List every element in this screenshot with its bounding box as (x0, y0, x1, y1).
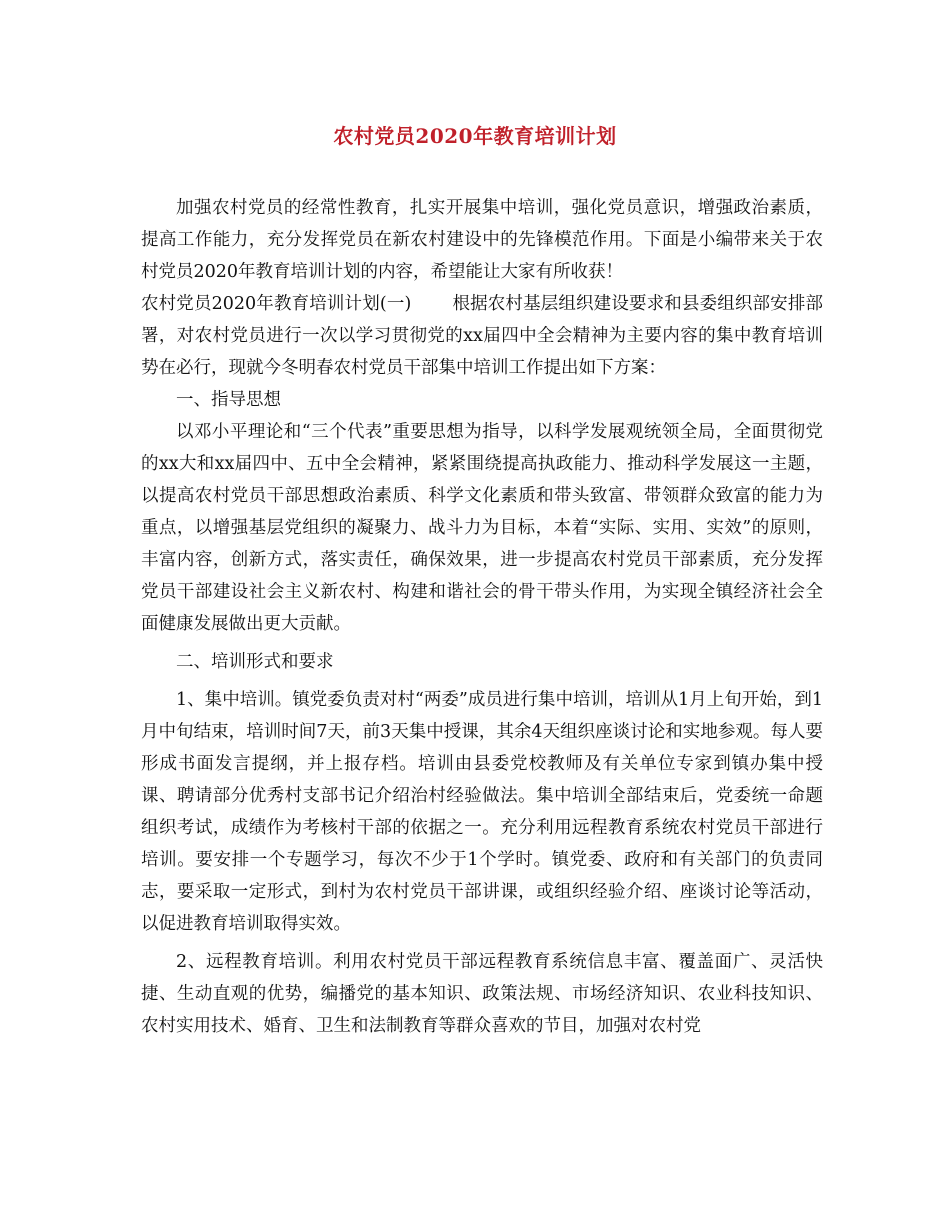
guiding-ideology-paragraph: 以邓小平理论和“三个代表”重要思想为指导，以科学发展观统领全局，全面贯彻党的xx大和xx届四中、五中全会精神，紧紧围绕提高执政能力、推动科学发展这一主题，以提高农村党员干部思想政治素质、科学文化素质和带头致富、带领群众致富的能力为重点，以增强基层党组织的凝聚力、战斗力为目标，本着“实际、实用、实效”的原则，丰富内容，创新方式，落实责任，确保效果，进一步提高农村党员干部素质，充分发挥党员干部建设社会主义新农村、构建和谐社会的骨干带头作用，为实现全镇经济社会全面健康发展做出更大贡献。 (141, 422, 823, 634)
section-heading-training-form: 二、培训形式和要求 (176, 652, 334, 672)
plan-intro-paragraph: 农村党员2020年教育培训计划(一) 根据农村基层组织建设要求和县委组织部安排部署，对农村党员进行一次以学习贯彻党的xx届四中全会精神为主要内容的集中教育培训势在必行，现就今冬明春农村党员干部集中培训工作提出如下方案： (141, 294, 823, 378)
document-title: 农村党员2020年教育培训计划 (333, 124, 617, 148)
remote-education-paragraph: 2、远程教育培训。利用农村党员干部远程教育系统信息丰富、覆盖面广、灵活快捷、生动直观的优势，编播党的基本知识、政策法规、市场经济知识、农业科技知识、农村实用技术、婚育、卫生和法制教育等群众喜欢的节目，加强对农村党 (141, 952, 823, 1036)
section-heading-guiding-ideology: 一、指导思想 (176, 390, 281, 410)
document-body (141, 192, 823, 1042)
intro-paragraph: 加强农村党员的经常性教育，扎实开展集中培训，强化党员意识，增强政治素质，提高工作能力，充分发挥党员在新农村建设中的先锋模范作用。下面是小编带来关于农村党员2020年教育培训计划的内容，希望能让大家有所收获！ (141, 198, 823, 282)
centralized-training-paragraph: 1、集中培训。镇党委负责对村“两委”成员进行集中培训，培训从1月上旬开始，到1月中旬结束，培训时间7天，前3天集中授课，其余4天组织座谈讨论和实地参观。每人要形成书面发言提纲，并上报存档。培训由县委党校教师及有关单位专家到镇办集中授课、聘请部分优秀村支部书记介绍治村经验做法。集中培训全部结束后，党委统一命题组织考试，成绩作为考核村干部的依据之一。充分利用远程教育系统农村党员干部进行培训。要安排一个专题学习，每次不少于1个学时。镇党委、政府和有关部门的负责同志，要采取一定形式，到村为农村党员干部讲课，或组织经验介绍、座谈讨论等活动，以促进教育培训取得实效。 (141, 690, 823, 934)
